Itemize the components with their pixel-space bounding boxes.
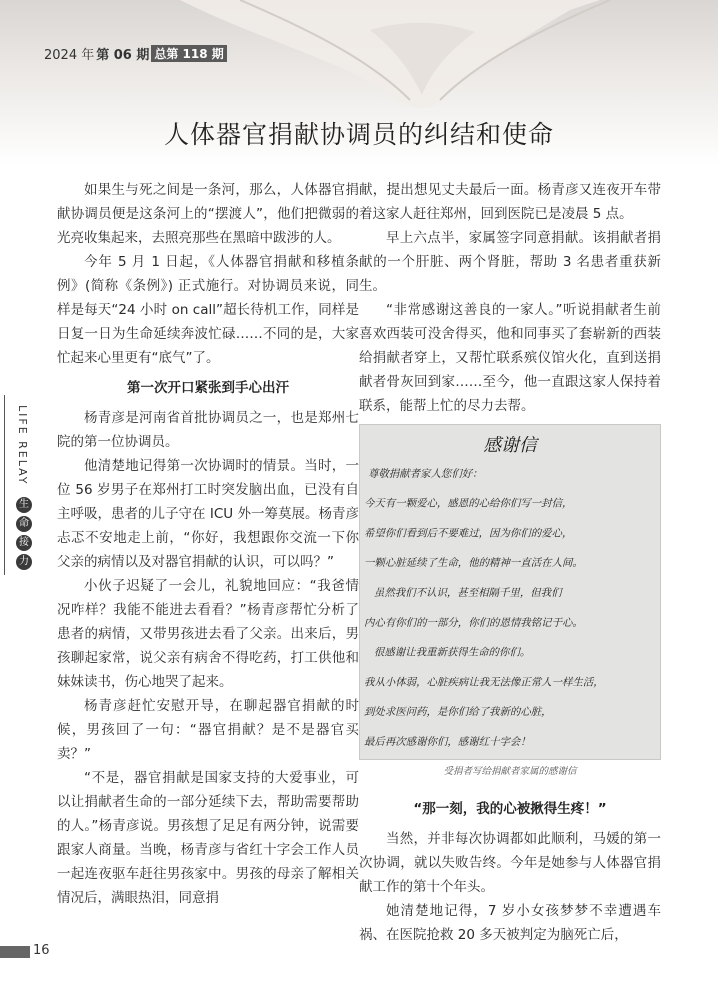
paragraph: 小伙子迟疑了一会儿，礼貌地回应：“我爸情况咋样？我能不能进去看看？”杨青彦帮忙分析了患者的病情，又带男孩进去看了父亲。出来后，男孩聊起家常，说父亲有病舍不得吃药，打工供他和妹妹读书，伤心地哭了起来。 <box>57 578 359 690</box>
issue-year: 2024 年 <box>44 48 95 63</box>
article-title: 人体器官捐献协调员的纠结和使命 <box>163 120 554 149</box>
issue-info <box>44 44 227 63</box>
thank-you-letter-image <box>359 424 661 760</box>
left-column <box>57 178 359 910</box>
letter-title: 感谢信 <box>483 434 537 456</box>
footer-bar <box>0 946 30 958</box>
letter-line: 今天有一颗爱心，感恩的心给你们写一封信， <box>363 497 573 510</box>
section-heading: “那一刻，我的心被揪得生疼！” <box>413 801 607 817</box>
paragraph: 当然，并非每次协调都如此顺利，马媛的第一次协调，就以失败告终。今年是她参与人体器官捐献工作的第十个年头。 <box>359 831 661 895</box>
paragraph: 早上六点半，家属签字同意捐献。该捐献者捐献的一个肝脏、两个肾脏，帮助 3 名患者重获新生。 <box>359 230 661 294</box>
side-divider <box>4 395 5 575</box>
letter-line: 内心有你们的一部分，你们的恩情我铭记于心。 <box>363 616 583 629</box>
side-char-2: 命 <box>16 516 32 532</box>
image-caption: 受捐者写给捐献者家属的感谢信 <box>443 766 577 777</box>
paragraph: 他清楚地记得第一次协调时的情景。当时，一位 56 岁男子在郑州打工时突发脑出血，已没有自主呼吸，患者的儿子守在 ICU 外一筹莫展。杨青彦忐忑不安地走上前，“你好，我想跟你交流一下你父亲的病情以及对器官捐献的认识，可以吗？” <box>57 458 359 570</box>
letter-line: 到处求医问药，是你们给了我新的心脏， <box>363 706 552 719</box>
paragraph: “不是，器官捐献是国家支持的大爱事业，可以让捐献者生命的一部分延续下去，帮助需要帮助的人。”杨青彦说。男孩想了足足有两分钟，说需要跟家人商量。当晚，杨青彦与省红十字会工作人员一起连夜驱车赶往男孩家中。男孩的母亲了解相关情况后，满眼热泪，同意捐 <box>57 770 359 906</box>
issue-number: 第 06 期 <box>96 48 150 63</box>
side-char-3: 接 <box>16 535 32 551</box>
section-heading: 第一次开口紧张到手心出汗 <box>127 380 289 396</box>
letter-line: 希望你们看到后不要难过，因为你们的爱心， <box>363 527 573 540</box>
letter-line: 最后再次感谢你们，感谢红十字会！ <box>363 735 531 748</box>
letter-line: 尊敬捐献者家人您们好： <box>367 467 483 480</box>
letter-line: 我从小体弱，心脏疾病让我无法像正常人一样生活， <box>363 676 604 689</box>
paragraph: 杨青彦赶忙安慰开导，在聊起器官捐献的时候，男孩回了一句：“器官捐献？是不是器官买卖？” <box>57 698 359 762</box>
letter-line: 一颗心脏延续了生命，他的精神一直活在人间。 <box>363 557 583 570</box>
paragraph: 她清楚地记得，7 岁小女孩梦梦不幸遭遇车祸、在医院抢救 20 多天被判定为脑死亡后， <box>359 903 661 943</box>
paragraph: 杨青彦是河南省首批协调员之一，也是郑州七院的第一位协调员。 <box>57 410 359 450</box>
letter-line: 很感谢让我重新获得生命的你们。 <box>373 646 531 659</box>
right-column <box>359 178 661 947</box>
paragraph: “非常感谢这善良的一家人。”听说捐献者生前喜欢西装可没舍得买，他和同事买了套崭新的西装给捐献者穿上，又帮忙联系殡仪馆火化，直到送捐献者骨灰回到家……至今，他一直跟这家人保持着联系，能帮上忙的尽力去帮。 <box>359 302 661 414</box>
paragraph: 今年 5 月 1 日起，《人体器官捐献和移植条例》(简称《条例》) 正式施行。对协调员来说，同样是每天“24 小时 on call”超长待机工作，同样是日复一日为生命延续奔波忙碌……不同的是，大家忙起来心里更有“底气”了。 <box>57 254 359 366</box>
side-label: LIFE RELAY <box>16 405 29 486</box>
page-number: 16 <box>33 943 50 958</box>
side-char-4: 力 <box>16 554 32 570</box>
issue-total-badge: 总第 118 期 <box>151 45 226 62</box>
paragraph: 献，提出想见丈夫最后一面。杨青彦又连夜开车带着这家人赶往郑州，回到医院已是凌晨 5 点。 <box>359 182 661 222</box>
side-char-1: 生 <box>16 497 32 513</box>
paragraph: 如果生与死之间是一条河，那么，人体器官捐献协调员便是这条河上的“摆渡人”，他们把微弱的光亮收集起来，去照亮那些在黑暗中跋涉的人。 <box>57 182 359 246</box>
letter-line: 虽然我们不认识，甚至相隔千里，但我们 <box>373 586 562 599</box>
